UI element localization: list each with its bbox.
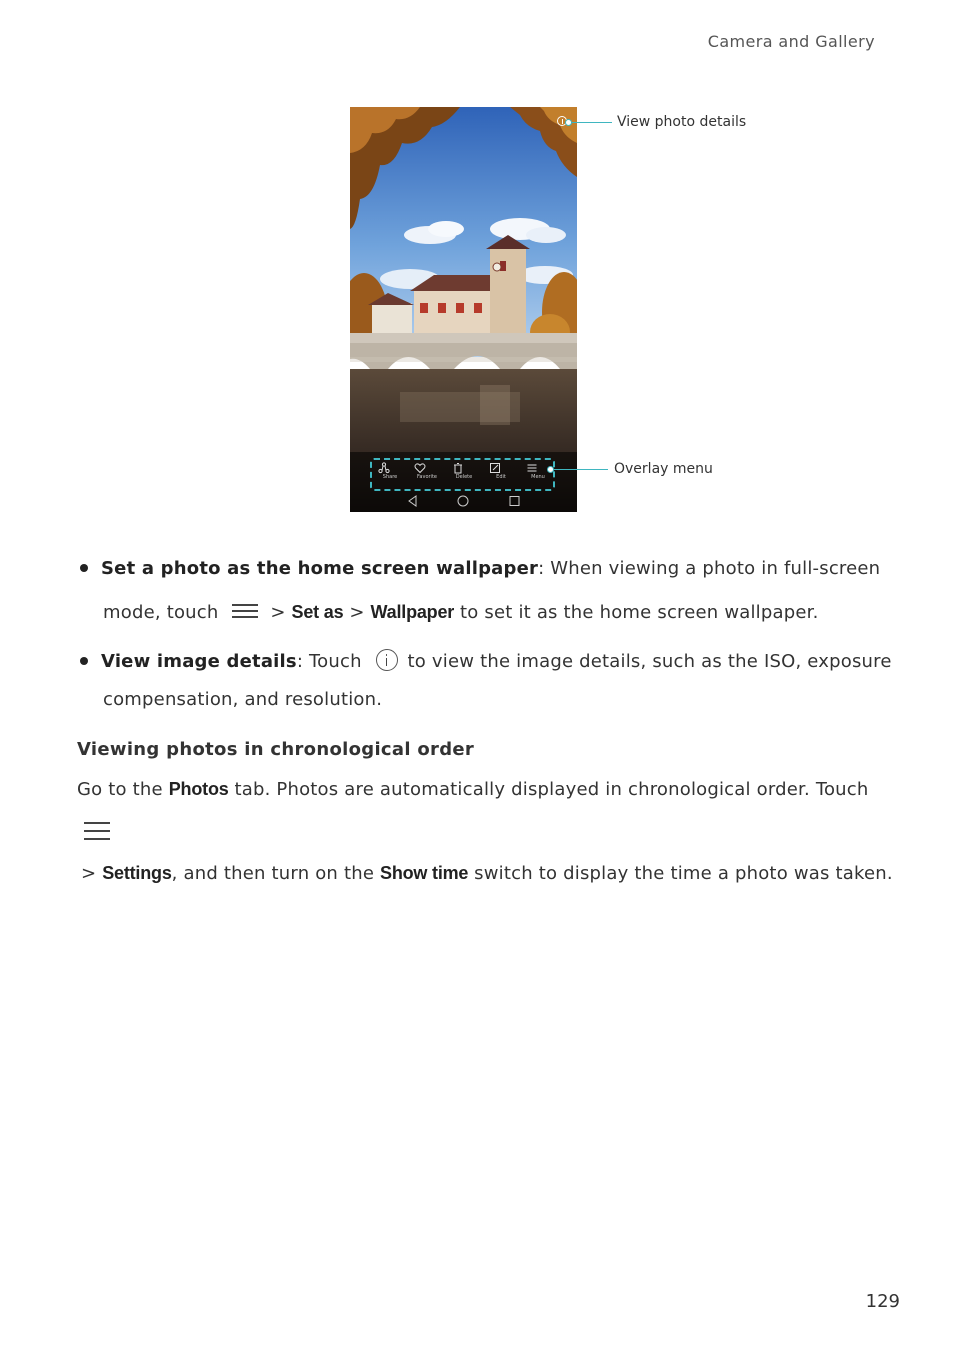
overlay-item-label: Share xyxy=(382,474,398,480)
overlay-item-label: Edit xyxy=(496,474,506,480)
heart-icon xyxy=(414,462,426,474)
set-as-option: Set as xyxy=(291,602,344,622)
overlay-item-label: Delete xyxy=(455,474,473,480)
section-heading: Viewing photos in chronological order xyxy=(77,739,475,760)
info-icon xyxy=(562,119,563,124)
gallery-photo-screenshot xyxy=(350,107,577,512)
wallpaper-option: Wallpaper xyxy=(370,602,455,622)
bullet-wallpaper-title: Set a photo as the home screen wallpaper xyxy=(101,558,539,579)
trash-icon xyxy=(452,462,464,474)
page-number: 129 xyxy=(865,1291,900,1312)
bullet-point xyxy=(80,564,88,572)
home-icon[interactable] xyxy=(458,496,468,506)
section-paragraph-line2: > Settings, and then turn on the Show time switch to display the time a photo was taken. xyxy=(81,863,893,884)
bullet-wallpaper-line2: mode, touch > Set as > Wallpaper to set it as the home screen wallpaper. xyxy=(103,602,819,623)
callout-line-overlay xyxy=(553,469,608,470)
menu-icon xyxy=(84,821,110,841)
share-icon xyxy=(378,462,390,474)
show-time-ref: Show time xyxy=(380,863,469,883)
overlay-item-label: Menu xyxy=(531,474,545,480)
bullet-wallpaper-line1: Set a photo as the home screen wallpaper: When viewing a photo in full-screen xyxy=(101,558,881,579)
share-button[interactable] xyxy=(378,462,402,488)
bullet-details-line2: compensation, and resolution. xyxy=(103,689,383,710)
recents-icon[interactable] xyxy=(510,497,519,506)
back-icon[interactable] xyxy=(409,496,416,506)
section-paragraph-line1: Go to the Photos tab. Photos are automatically displayed in chronological order. Touch xyxy=(77,779,869,800)
menu-icon xyxy=(232,601,258,621)
edit-icon xyxy=(489,462,501,474)
settings-ref: Settings xyxy=(102,863,172,883)
section-header: Camera and Gallery xyxy=(707,32,875,51)
favorite-button[interactable] xyxy=(414,462,440,488)
overlay-menu-label: Overlay menu xyxy=(614,461,713,477)
menu-icon xyxy=(526,462,538,474)
photo-illustration xyxy=(350,107,577,512)
bullet-details-line1: View image details: Touch to view the image details, such as the ISO, exposure xyxy=(101,651,892,672)
photos-tab-ref: Photos xyxy=(168,779,229,799)
overlay-item-label: Favorite xyxy=(417,474,437,480)
bullet-point xyxy=(80,657,88,665)
info-icon xyxy=(376,649,398,671)
navigation-bar xyxy=(350,493,577,509)
delete-button[interactable] xyxy=(452,462,476,488)
bullet-details-title: View image details xyxy=(101,651,297,672)
menu-button[interactable] xyxy=(526,462,550,488)
callout-line-details xyxy=(571,122,612,123)
view-photo-details-label: View photo details xyxy=(617,114,747,130)
edit-button[interactable] xyxy=(489,462,513,488)
